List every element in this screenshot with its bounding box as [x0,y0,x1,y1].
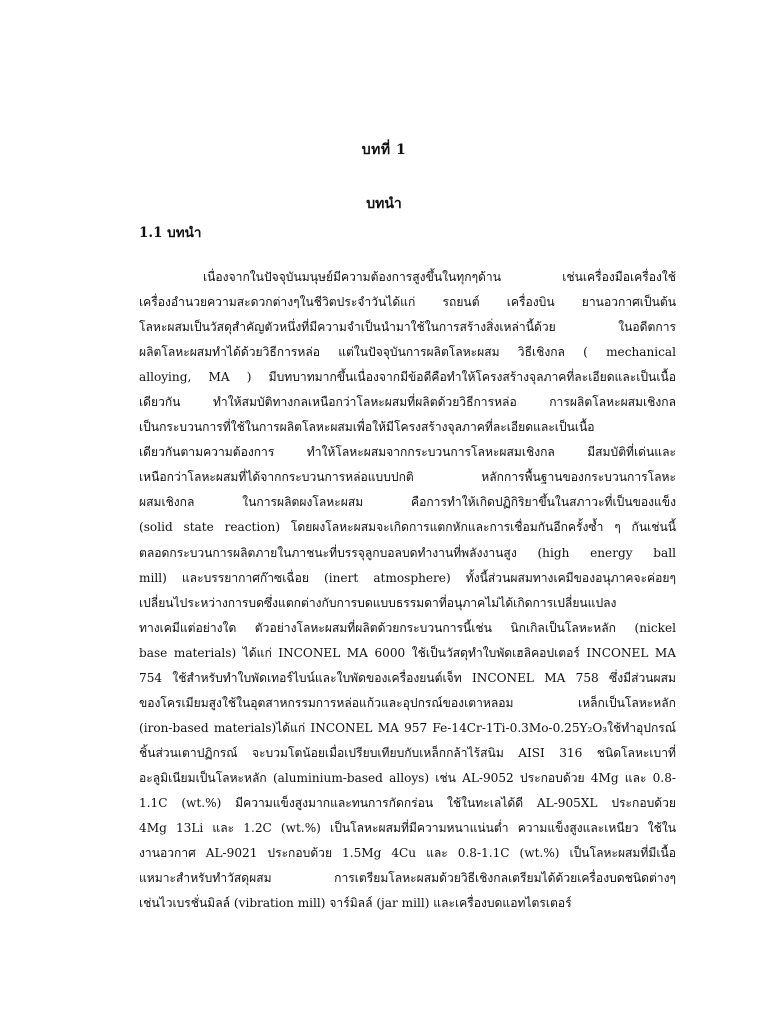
text-line: ของโครเมียมสูงใช้ในอุตสาหกรรมการหล่อแก้วและอุปกรณ์ของเตาหลอม เหล็กเป็นโลหะหลัก [139,695,676,710]
text-line: เหนือกว่าโลหะผสมที่ได้จากกระบวนการหล่อแบบปกติ หลักการพื้นฐานของกระบวนการโลหะ [139,470,676,485]
text-line: ผลิตโลหะผสมทำได้ด้วยวิธีการหล่อ แต่ในปัจจุบันการผลิตโลหะผสม วิธีเชิงกล ( mechanical [139,345,676,360]
text-line: เดียวกันตามความต้องการ ทำให้โลหะผสมจากกระบวนการโลหะผสมเชิงกล มีสมบัติที่เด่นและ [139,445,676,460]
text-line: ตลอดกระบวนการผลิตภายในภาชนะที่บรรจุลูกบอลบดทำงานที่พลังงานสูง (high energy ball [139,545,676,560]
body-text [139,265,676,916]
text-line: 754 ใช้สำหรับทำใบพัดเทอร์ไบน์และใบพัดของเครื่องยนต์เจ็ท INCONEL MA 758 ซึ่งมีส่วนผสม [139,670,676,685]
text-line: แหมาะสำหรับทำวัสดุผสม การเตรียมโลหะผสมด้วยวิธีเชิงกลเตรียมได้ด้วยเครื่องบดชนิดต่างๆ [139,871,676,886]
text-line: เป็นกระบวนการที่ใช้ในการผลิตโลหะผสมเพื่อให้มีโครงสร้างจุลภาคที่ละเอียดและเป็นเนื้อ [139,420,595,435]
text-line: (iron-based materials)ได้แก่ INCONEL MA 957 Fe-14Cr-1Ti-0.3Mo-0.25Y₂O₃ใช้ทำอุปกรณ์ [139,720,676,735]
text-line: 4Mg 13Li และ 1.2C (wt.%) เป็นโลหะผสมที่มีความหนาแน่นต่ำ ความแข็งสูงและเหนียว ใช้ใน [139,821,676,836]
text-line: โลหะผสมเป็นวัสดุสำคัญตัวหนึ่งที่มีความจำเป็นนำมาใช้ในการสร้างสิ่งเหล่านี้ด้วย ในอดีตการ [139,320,676,335]
text-line: ชิ้นส่วนเตาปฏิกรณ์ จะบวมโตน้อยเมื่อเปรียบเทียบกับเหล็กกล้าไร้สนิม AISI 316 ชนิดโลหะเบาที่ [139,745,676,760]
text-line: mill) และบรรยากาศก๊าซเฉื่อย (inert atmosphere) ทั้งนี้ส่วนผสมทางเคมีของอนุภาคจะค่อยๆ [139,570,676,585]
chapter-title: บทที่ 1 [361,142,407,158]
text-line: เช่นไวเบรชั่นมิลล์ (vibration mill) จาร์มิลล์ (jar mill) และเครื่องบดแอทไตรเตอร์ [139,896,572,911]
text-line: เครื่องอำนวยความสะดวกต่างๆในชีวิตประจำวันได้แก่ รถยนต์ เครื่องบิน ยานอวกาศเป็นต้น [139,295,676,310]
text-line: base materials) ได้แก่ INCONEL MA 6000 ใช้เป็นวัสดุทำใบพัดเฮลิคอปเตอร์ INCONEL MA [139,645,676,660]
text-line: อะลูมิเนียมเป็นโลหะหลัก (aluminium-based alloys) เช่น AL-9052 ประกอบด้วย 4Mg และ 0.8- [139,770,676,785]
text-line: alloying, MA ) มีบทบาทมากขึ้นเนื่องจากมีข้อดีคือทำให้โครงสร้างจุลภาคที่ละเอียดและเป็นเนื้อ [139,370,676,385]
subsection-title: 1.1 บทนำ [139,225,202,241]
text-line: ผสมเชิงกล ในการผลิตผงโลหะผสม คือการทำให้เกิดปฏิกิริยาขึ้นในสภาวะที่เป็นของแข็ง [139,495,676,510]
text-line: 1.1C (wt.%) มีความแข็งสูงมากและทนการกัดกร่อน ใช้ในทะเลได้ดี AL-905XL ประกอบด้วย [139,795,676,810]
section-title: บทนำ [366,196,402,212]
text-line: ทางเคมีแต่อย่างใด ตัวอย่างโลหะผสมที่ผลิตด้วยกระบวนการนี้เช่น นิกเกิลเป็นโลหะหลัก (nickel [139,620,676,635]
text-line: เปลี่ยนไประหว่างการบดซึ่งแตกต่างกับการบดแบบธรรมดาที่อนุภาคไม่ได้เกิดการเปลี่ยนแปลง [139,595,617,610]
text-line: งานอวกาศ AL-9021 ประกอบด้วย 1.5Mg 4Cu และ 0.8-1.1C (wt.%) เป็นโลหะผสมที่มีเนื้อ [139,846,676,861]
text-line: (solid state reaction) โดยผงโลหะผสมจะเกิดการแตกหักและการเชื่อมกันอีกครั้งซ้ำ ๆ กันเช่นนี้ [139,520,676,535]
text-line: เดียวกัน ทำให้สมบัติทางกลเหนือกว่าโลหะผสมที่ผลิตด้วยวิธีการหล่อ การผลิตโลหะผสมเชิงกล [139,395,676,410]
text-line: เนื่องจากในปัจจุบันมนุษย์มีความต้องการสูงขึ้นในทุกๆด้าน เช่นเครื่องมือเครื่องใช้ [203,270,676,284]
